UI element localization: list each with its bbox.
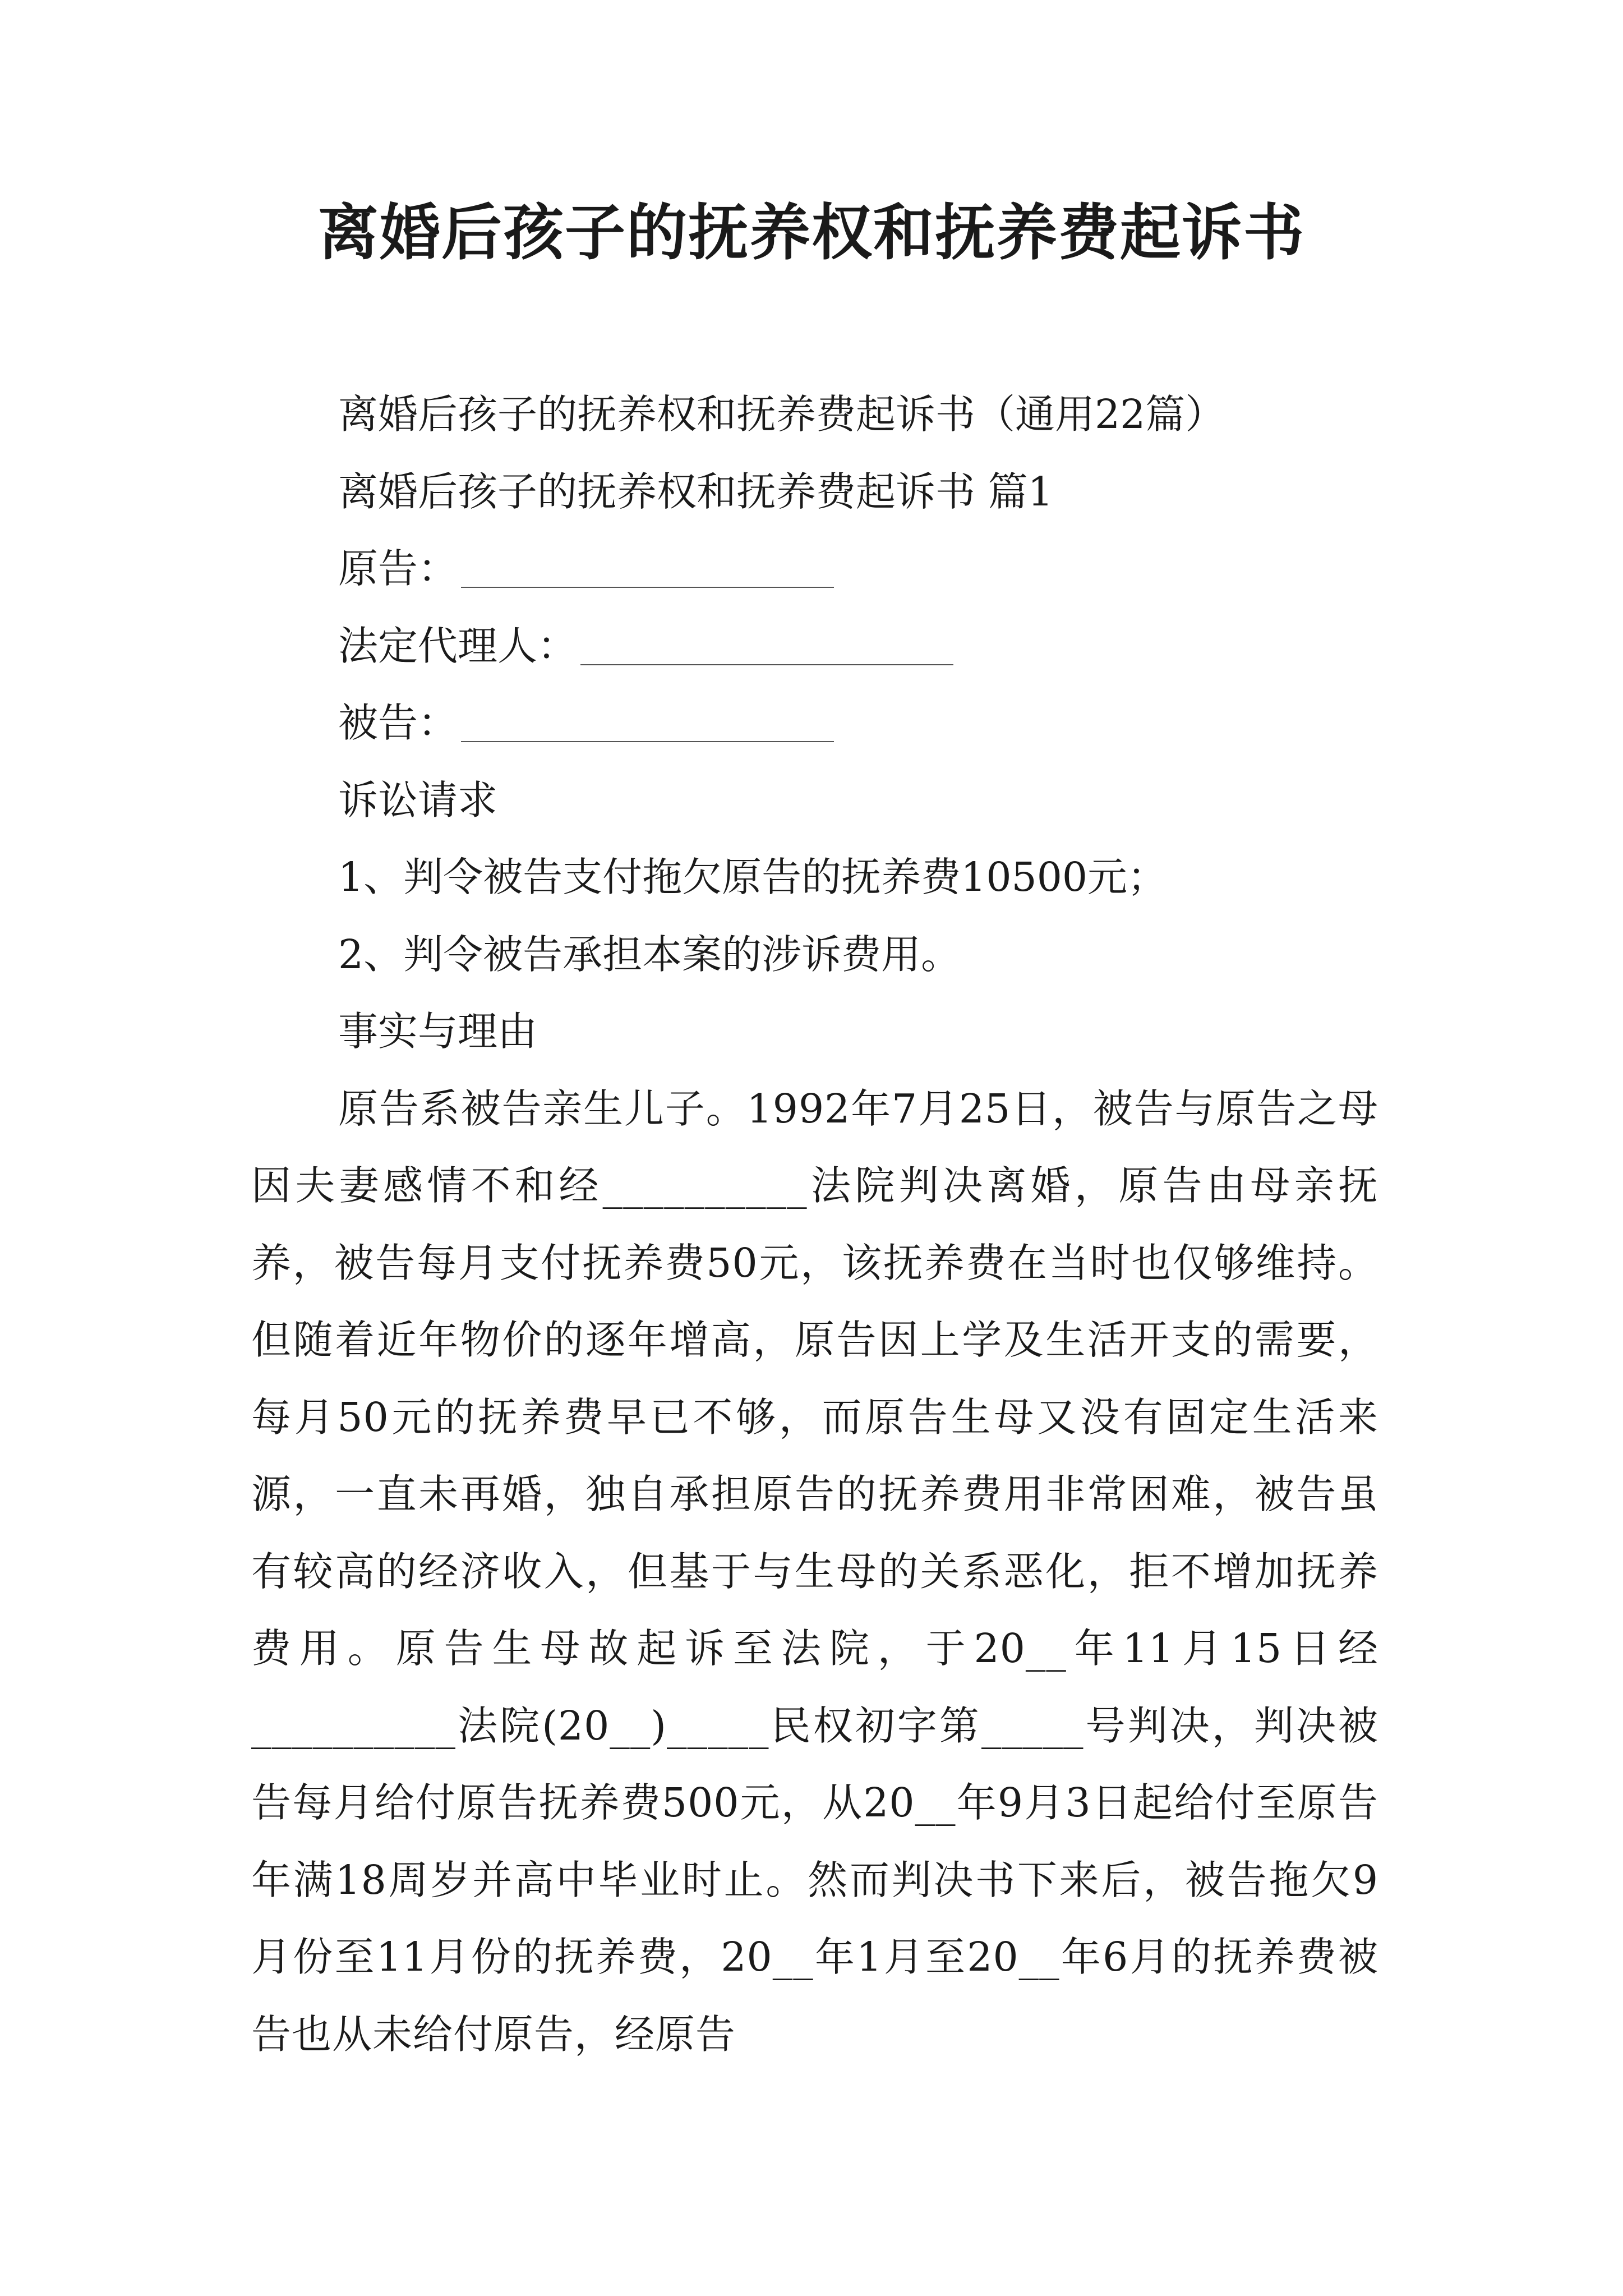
plaintiff-field xyxy=(251,530,1378,608)
facts-paragraph: 原告系被告亲生儿子。1992年7月25日，被告与原告之母因夫妻感情不和经__________法院判决离婚，原告由母亲抚养，被告每月支付抚养费50元，该抚养费在当时也仅够维持。但随着近年物价的逐年增高，原告因上学及生活开支的需要，每月50元的抚养费早已不够，而原告生母又没有固定生活来源，一直未再婚，独自承担原告的抚养费用非常困难，被告虽有较高的经济收入，但基于与生母的关系恶化，拒不增加抚养费用。原告生母故起诉至法院，于20__年11月15日经__________法院(20__)_____民权初字第_____号判决，判决被告每月给付原告抚养费500元，从20__年9月3日起给付至原告年满18周岁并高中毕业时止。然而判决书下来后，被告拖欠9月份至11月份的抚养费，20__年1月至20__年6月的抚养费被告也从未给付原告，经原告 xyxy=(251,1085,1378,2058)
section-heading: 离婚后孩子的抚养权和抚养费起诉书 篇1 xyxy=(338,468,1053,515)
agent-field xyxy=(251,608,1378,685)
agent-label: 法定代理人： xyxy=(338,622,578,669)
defendant-label: 被告： xyxy=(338,700,458,746)
document-subtitle: 离婚后孩子的抚养权和抚养费起诉书（通用22篇） xyxy=(338,391,1225,438)
claims-heading: 诉讼请求 xyxy=(338,776,498,823)
agent-blank xyxy=(580,631,953,665)
claim-item: 1、判令被告支付拖欠原告的抚养费10500元； xyxy=(338,854,1168,900)
document-title: 离婚后孩子的抚养权和抚养费起诉书 xyxy=(317,197,1305,268)
defendant-field xyxy=(251,684,1378,762)
plaintiff-label: 原告： xyxy=(338,545,458,592)
defendant-blank xyxy=(461,707,834,742)
document-body xyxy=(251,376,1378,2073)
facts-heading: 事实与理由 xyxy=(338,1008,538,1055)
plaintiff-blank xyxy=(461,553,834,588)
claim-item: 2、判令被告承担本案的涉诉费用。 xyxy=(338,931,961,978)
